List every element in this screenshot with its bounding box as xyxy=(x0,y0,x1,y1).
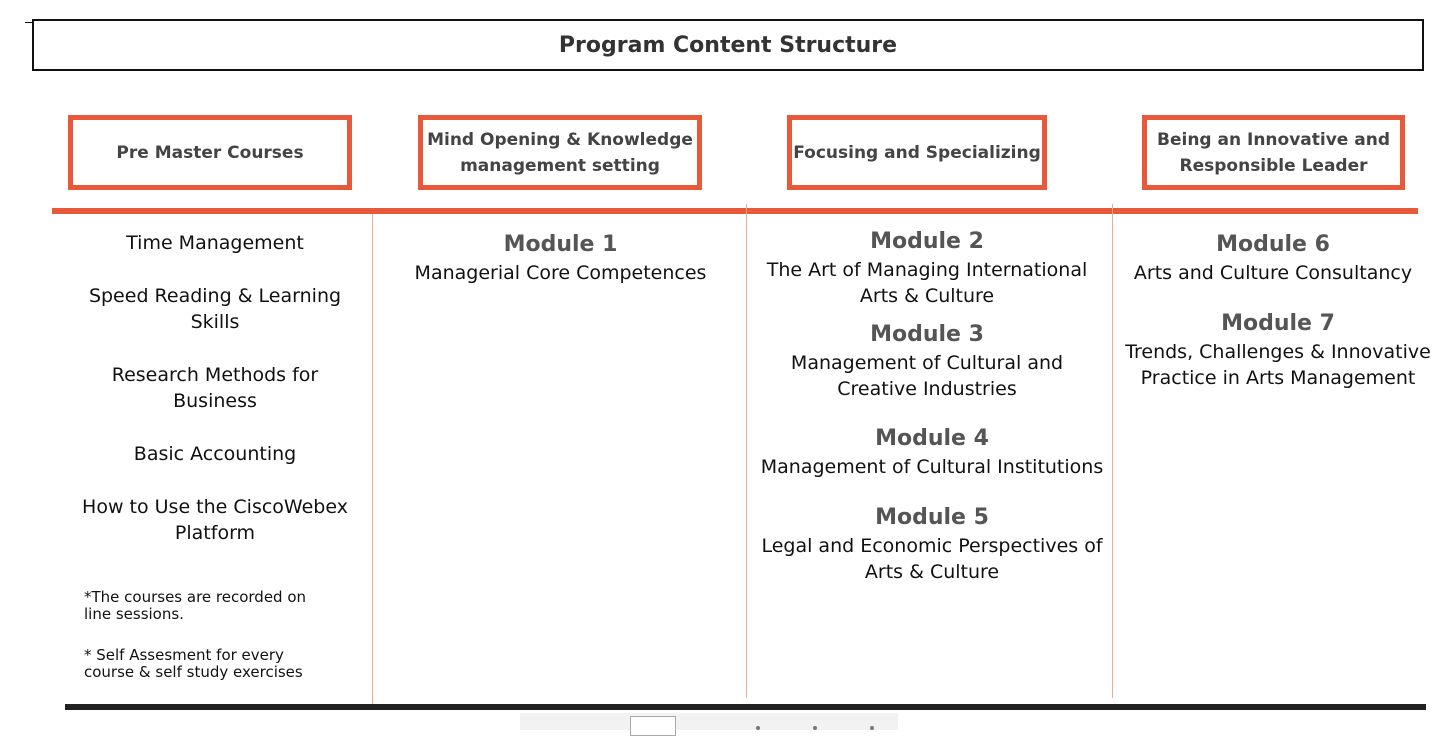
header-divider xyxy=(52,208,1418,214)
bottom-rule xyxy=(65,704,1426,710)
header-line: management setting xyxy=(460,155,660,176)
module-title: Module 2 xyxy=(870,229,984,254)
footer-toolbar[interactable] xyxy=(520,713,898,730)
course-item: How to Use the CiscoWebex Platform xyxy=(82,496,348,544)
column-divider xyxy=(1112,204,1113,698)
header-line: Focusing and Specializing xyxy=(793,142,1041,163)
toolbar-dot-icon xyxy=(870,726,874,730)
course-item: Basic Accounting xyxy=(133,443,297,465)
module-title: Module 5 xyxy=(875,505,989,530)
module-description: Legal and Economic Perspectives of Arts & Culture xyxy=(761,535,1103,583)
course-item: Speed Reading & Learning Skills xyxy=(88,285,342,333)
module-title: Module 1 xyxy=(503,232,618,257)
note-recorded: *The courses are recorded on line sessions. xyxy=(84,588,307,623)
header-line: Being an Innovative and xyxy=(1157,129,1390,150)
column-divider xyxy=(372,214,373,706)
module-description: The Art of Managing International Arts & Culture xyxy=(766,259,1088,307)
module-description: Management of Cultural Institutions xyxy=(760,456,1104,478)
course-item: Time Management xyxy=(126,232,304,254)
page-title: Program Content Structure xyxy=(558,32,898,58)
module-title: Module 6 xyxy=(1216,232,1330,257)
module-description: Managerial Core Competences xyxy=(414,262,707,284)
module-title: Module 3 xyxy=(870,322,984,347)
column-header-leader xyxy=(1142,115,1405,190)
module-description: Management of Cultural and Creative Industries xyxy=(790,352,1064,400)
course-item: Research Methods for Business xyxy=(111,364,319,412)
page-input[interactable] xyxy=(630,716,676,736)
module-description: Arts and Culture Consultancy xyxy=(1133,262,1413,284)
header-line: Pre Master Courses xyxy=(116,142,304,163)
column-divider xyxy=(746,204,747,698)
column-header-focusing xyxy=(787,115,1047,190)
title-box xyxy=(32,19,1424,71)
header-line: Responsible Leader xyxy=(1179,155,1368,176)
module-block xyxy=(1120,230,1426,286)
module-block xyxy=(752,320,1102,402)
module-description: Trends, Challenges & Innovative Practice in Arts Management xyxy=(1125,341,1431,389)
module-block xyxy=(1120,309,1436,391)
module-block xyxy=(752,227,1102,309)
column-header-pre-master xyxy=(68,115,352,190)
module-block xyxy=(752,424,1112,480)
toolbar-dot-icon xyxy=(813,726,817,730)
note-self-assessment: * Self Assesment for every course & self study exercises xyxy=(84,646,303,681)
module-block xyxy=(388,230,733,286)
header-line: Mind Opening & Knowledge xyxy=(427,129,693,150)
column-header-mind-opening xyxy=(418,115,702,190)
module-block xyxy=(752,503,1112,585)
module-title: Module 7 xyxy=(1221,311,1335,336)
toolbar-dot-icon xyxy=(756,726,760,730)
module-title: Module 4 xyxy=(875,426,989,451)
